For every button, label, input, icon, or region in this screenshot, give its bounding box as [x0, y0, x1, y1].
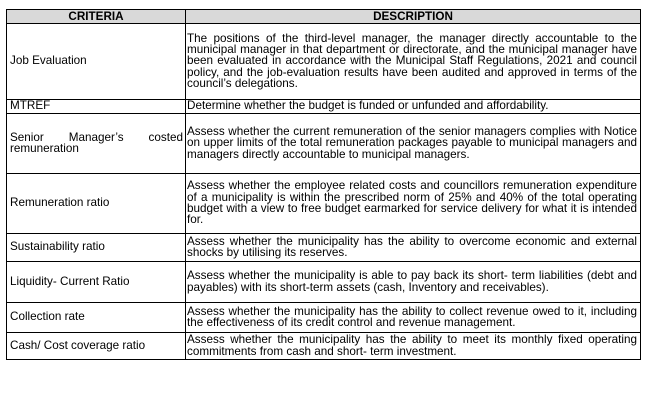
criteria-column-header: CRITERIA: [7, 10, 186, 24]
criteria-table-container: [6, 9, 640, 360]
criteria-cell: Collection rate: [7, 303, 186, 333]
description-column-header: DESCRIPTION: [186, 10, 641, 24]
description-cell: Assess whether the municipality has the ability to meet its monthly fixed operating commitments from cash and short- term investment.: [186, 333, 641, 360]
criteria-cell: Remuneration ratio: [7, 174, 186, 234]
description-cell: Assess whether the municipality has the ability to overcome economic and external shocks by utilising its reserves.: [186, 234, 641, 262]
criteria-description-table: [6, 9, 641, 360]
criteria-cell: Job Evaluation: [7, 24, 186, 100]
description-cell: Assess whether the current remuneration of the senior managers complies with Notice on upper limits of the total remuneration packages payable to municipal managers and managers directly accountable to municipal managers.: [186, 114, 641, 174]
criteria-cell: MTREF: [7, 100, 186, 114]
table-row-senior-manager-remuneration: [7, 114, 641, 174]
description-cell: Assess whether the municipality is able to pay back its short- term liabilities (debt and payables) with its short-term assets (cash, Inventory and receivables).: [186, 262, 641, 303]
table-row-liquidity-current-ratio: [7, 262, 641, 303]
description-cell: The positions of the third-level manager, the manager directly accountable to the municipal manager in that department or directorate, and the municipal manager have been evaluated in accordance with the Municipal Staff Regulations, 2021 and council policy, and the job-evaluation results have been audited and approved in terms of the council’s delegations.: [186, 24, 641, 100]
table-header-row: [7, 10, 641, 24]
criteria-cell: Cash/ Cost coverage ratio: [7, 333, 186, 360]
table-row-job-evaluation: [7, 24, 641, 100]
table-row-remuneration-ratio: [7, 174, 641, 234]
criteria-cell: Liquidity- Current Ratio: [7, 262, 186, 303]
description-cell: Assess whether the municipality has the ability to collect revenue owed to it, including the effectiveness of its credit control and revenue management.: [186, 303, 641, 333]
table-row-sustainability-ratio: [7, 234, 641, 262]
table-row-collection-rate: [7, 303, 641, 333]
table-row-mtref: [7, 100, 641, 114]
table-row-cash-cost-coverage-ratio: [7, 333, 641, 360]
criteria-cell: Sustainability ratio: [7, 234, 186, 262]
criteria-cell: Senior Manager’s costed remuneration: [7, 114, 186, 174]
description-cell: Assess whether the employee related costs and councillors remuneration expenditure of a municipality is within the prescribed norm of 25% and 40% of the total operating budget with a view to free budget earmarked for service delivery for what it is intended for.: [186, 174, 641, 234]
description-cell: Determine whether the budget is funded or unfunded and affordability.: [186, 100, 641, 114]
